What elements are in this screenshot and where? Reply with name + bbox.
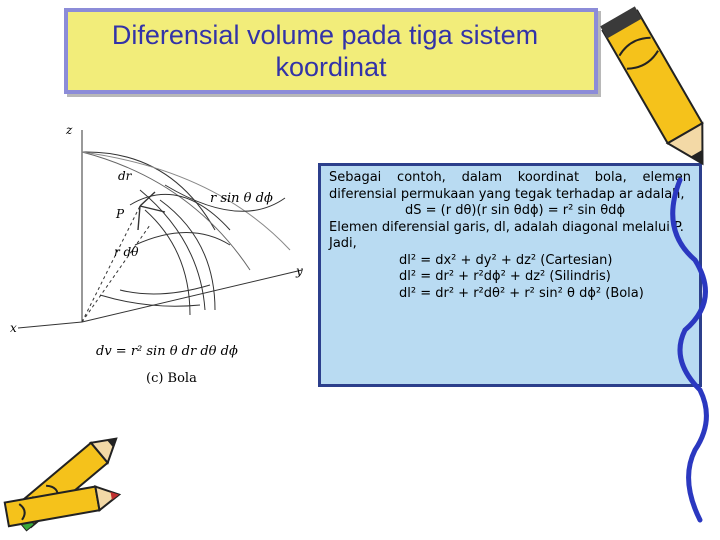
paragraph-line-element: Elemen diferensial garis, dl, adalah diagonal melalui P. <box>329 219 684 235</box>
rsintheta-label: r sin θ dϕ <box>210 191 273 206</box>
slide-title-line1: Diferensial volume pada tiga sistem <box>111 20 539 50</box>
latitude-3 <box>120 285 210 294</box>
rdtheta-label: r dθ <box>114 245 139 259</box>
figure-caption: (c) Bola <box>146 371 197 386</box>
sphere-arc-2 <box>82 152 250 270</box>
volume-formula: dv = r² sin θ dr dθ dϕ <box>96 344 238 359</box>
pencil-icon-bottom-left <box>0 425 140 535</box>
equation-bola: dl² = dr² + r²dθ² + r² sin² θ dϕ² (Bola) <box>399 285 644 301</box>
radial-line-2 <box>82 225 150 322</box>
y-axis-label: y <box>296 264 303 278</box>
pencil-icon-right <box>600 0 720 530</box>
paragraph-surface-element: Sebagai contoh, dalam koordinat bola, elemen diferensial permukaan yang tegak terhadap ar adalah, <box>329 170 691 202</box>
point-p-label: P <box>116 207 125 221</box>
x-axis-label: x <box>10 321 17 335</box>
z-axis-label: z <box>66 123 73 137</box>
meridian-2 <box>145 210 190 315</box>
slide-title <box>64 8 598 94</box>
dr-label: dr <box>118 169 132 183</box>
jadi-label: Jadi, <box>329 236 357 251</box>
spherical-volume-figure <box>0 110 330 400</box>
equation-silindris: dl² = dr² + r²dϕ² + dz² (Silindris) <box>399 269 611 284</box>
y-axis <box>82 270 302 322</box>
latitude-4 <box>100 295 200 306</box>
equation-cartesian: dl² = dx² + dy² + dz² (Cartesian) <box>399 252 613 268</box>
x-axis <box>18 322 82 328</box>
slide-title-line2: koordinat <box>275 52 387 82</box>
sphere-arc-1 <box>82 152 215 230</box>
rdtheta-arrow <box>138 206 140 230</box>
equation-ds: dS = (r dθ)(r sin θdϕ) = r² sin θdϕ <box>404 203 626 218</box>
rsin-arrow <box>140 206 165 212</box>
radial-line-1 <box>82 206 140 322</box>
